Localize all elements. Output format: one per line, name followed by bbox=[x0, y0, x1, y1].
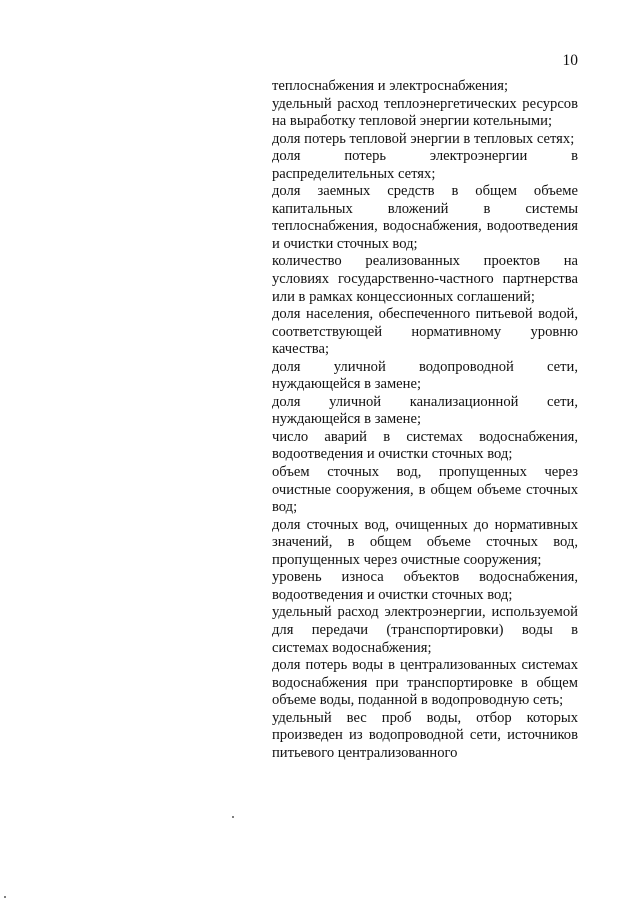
indicator-list bbox=[272, 78, 578, 762]
scan-speck bbox=[4, 896, 6, 898]
list-item: уровень износа объектов водоснабжения, водоотведения и очистки сточных вод; bbox=[272, 569, 578, 603]
list-item: доля сточных вод, очищенных до нормативных значений, в общем объеме сточных вод, пропущенных через очистные сооружения; bbox=[272, 516, 578, 568]
list-item: доля уличной водопроводной сети, нуждающейся в замене; bbox=[272, 358, 578, 393]
list-item: удельный вес проб воды, отбор которых произведен из водопроводной сети, источников питьевого централизованного bbox=[272, 709, 578, 761]
list-item: доля потерь электроэнергии в распределительных сетях; bbox=[272, 148, 578, 182]
list-item: доля заемных средств в общем объеме капитальных вложений в системы теплоснабжения, водоснабжения, водоотведения и очистки сточных вод; bbox=[272, 183, 578, 252]
list-item: доля населения, обеспеченного питьевой водой, соответствующей нормативному уровню качества; bbox=[272, 306, 578, 358]
list-item: доля потерь тепловой энергии в тепловых сетях; bbox=[272, 130, 575, 147]
list-item: количество реализованных проектов на условиях государственно-частного партнерства или в рамках концессионных соглашений; bbox=[272, 253, 578, 305]
list-item: теплоснабжения и электроснабжения; bbox=[272, 78, 508, 94]
list-item: число аварий в системах водоснабжения, водоотведения и очистки сточных вод; bbox=[272, 428, 578, 463]
list-item: доля уличной канализационной сети, нуждающейся в замене; bbox=[272, 393, 578, 428]
list-item: удельный расход теплоэнергетических ресурсов на выработку тепловой энергии котельными; bbox=[272, 95, 578, 130]
list-item: объем сточных вод, пропущенных через очистные сооружения, в общем объеме сточных вод; bbox=[272, 464, 578, 516]
scan-speck bbox=[232, 816, 234, 818]
list-item: доля потерь воды в централизованных системах водоснабжения при транспортировке в общем объеме воды, поданной в водопроводную сеть; bbox=[272, 657, 578, 709]
page-number: 10 bbox=[562, 52, 578, 69]
list-item: удельный расход электроэнергии, используемой для передачи (транспортировки) воды в системах водоснабжения; bbox=[272, 604, 578, 656]
